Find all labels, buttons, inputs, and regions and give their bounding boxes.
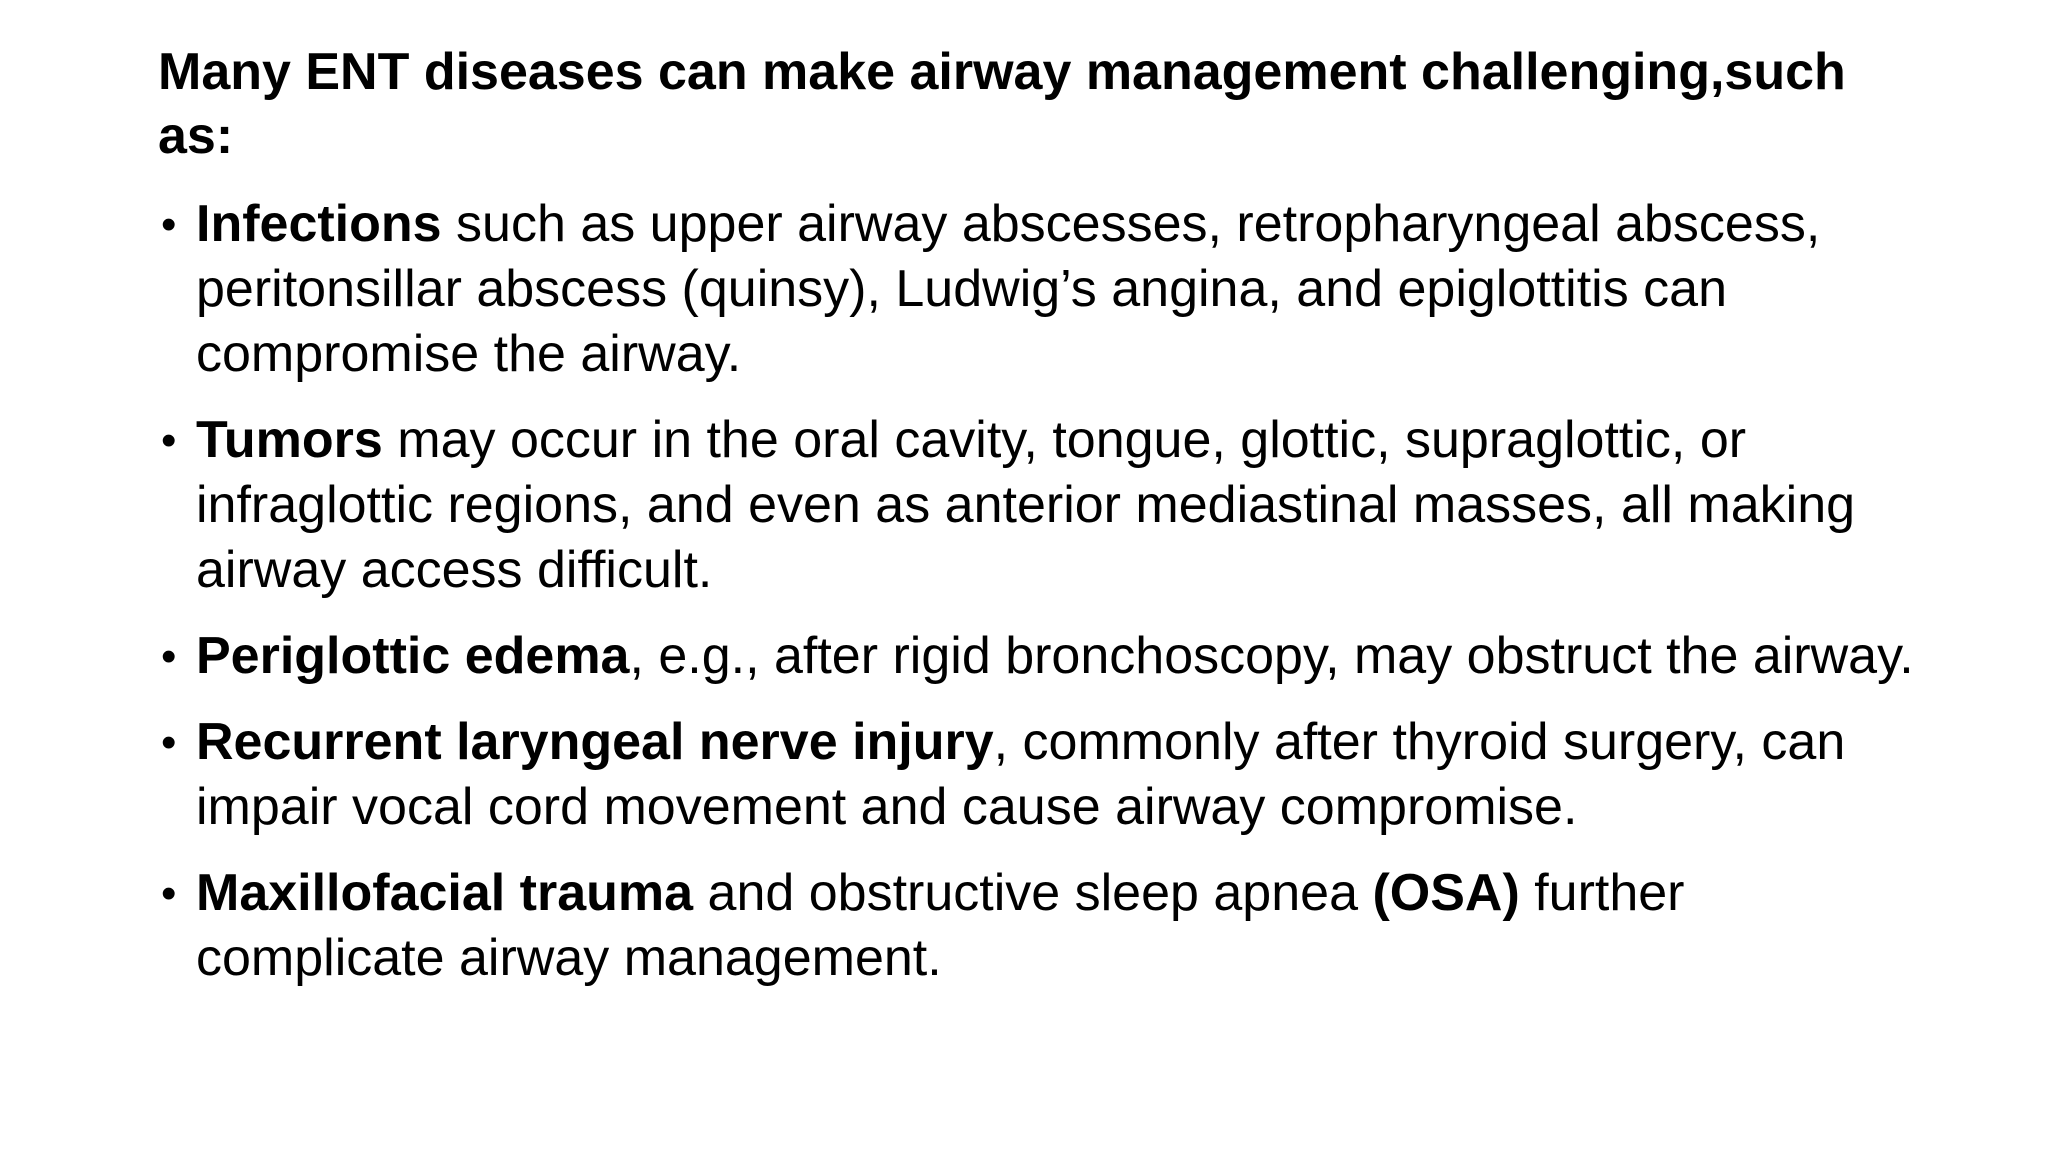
bullet-text: , commonly after thyroid surgery, can impair vocal cord movement and cause airway compromise. [196, 713, 1846, 836]
bullet-keyword: Tumors [196, 411, 383, 469]
bullet-keyword: Infections [196, 195, 442, 253]
bullet-dot: • [161, 200, 177, 249]
bullet-keyword-osa: (OSA) [1372, 864, 1520, 922]
bullet-item-tumors [158, 408, 1918, 603]
bullet-dot: • [161, 718, 177, 767]
bullet-text: and obstructive sleep apnea [693, 864, 1373, 922]
bullet-keyword: Recurrent laryngeal nerve injury [196, 713, 994, 771]
bullet-item-infections [158, 192, 1918, 387]
bullet-dot: • [161, 632, 177, 681]
bullet-text: may occur in the oral cavity, tongue, glottic, supraglottic, or infraglottic regions, and even as anterior mediastinal masses, all making airway access difficult. [196, 411, 1856, 599]
bullet-keyword: Periglottic edema [196, 627, 630, 685]
bullet-list [158, 192, 1918, 1012]
bullet-item-recurrent-laryngeal-nerve [158, 710, 1918, 840]
bullet-text: such as upper airway abscesses, retropharyngeal abscess, peritonsillar abscess (quinsy), Ludwig’s angina, and epiglottitis can compromise the airway. [196, 195, 1821, 383]
slide-heading: Many ENT diseases can make airway management challenging,such as: [158, 43, 1846, 165]
bullet-item-periglottic-edema [158, 624, 1918, 689]
bullet-text: further complicate airway management. [196, 864, 1685, 987]
bullet-dot: • [161, 416, 177, 465]
bullet-text: , e.g., after rigid bronchoscopy, may obstruct the airway. [629, 627, 1914, 685]
bullet-dot: • [161, 869, 177, 918]
bullet-item-maxillofacial-trauma [158, 861, 1918, 991]
bullet-keyword: Maxillofacial trauma [196, 864, 694, 922]
